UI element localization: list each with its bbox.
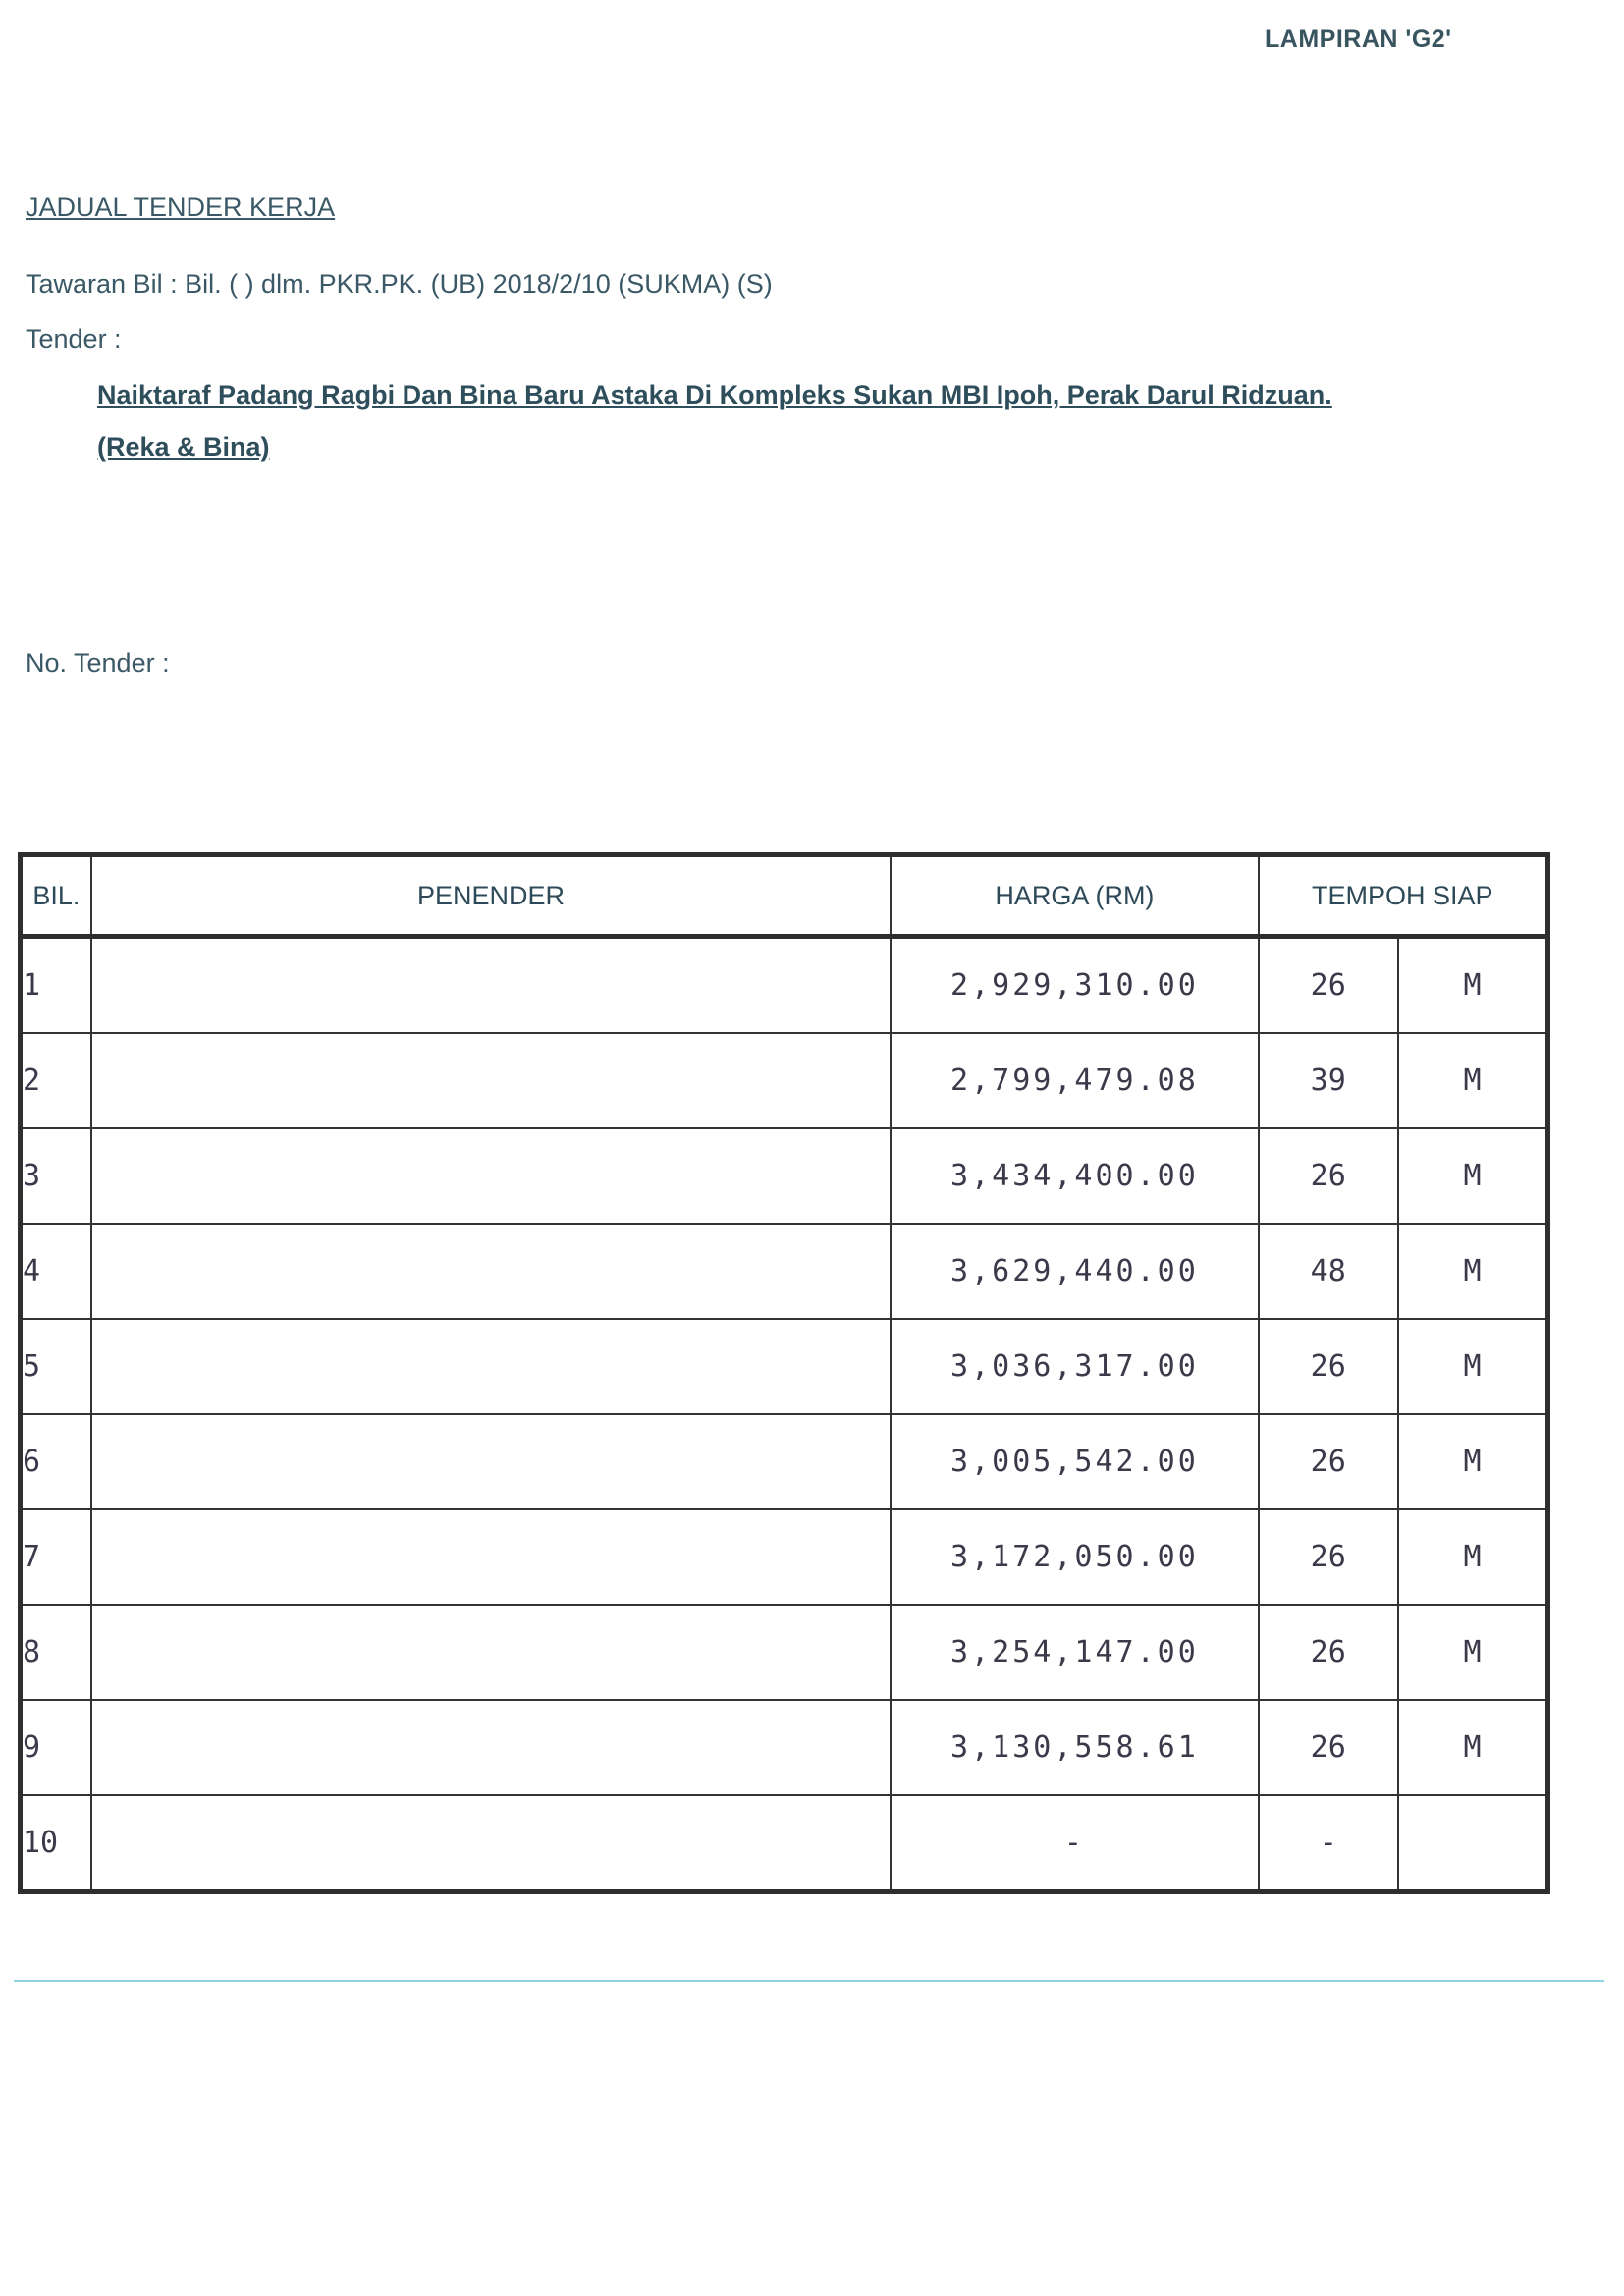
row-tempoh: - (1259, 1795, 1398, 1892)
table-row (21, 1700, 1548, 1795)
tender-title: Naiktaraf Padang Ragbi Dan Bina Baru Astaka Di Kompleks Sukan MBI Ipoh, Perak Darul Ridzuan. (97, 380, 1332, 410)
row-tempoh: 39 (1259, 1033, 1398, 1128)
table-row (21, 1605, 1548, 1700)
row-tempoh-unit: M (1398, 1319, 1548, 1414)
row-tempoh-unit: M (1398, 1509, 1548, 1605)
row-bil: 9 (21, 1700, 91, 1795)
row-tempoh: 26 (1259, 1128, 1398, 1224)
row-tempoh-unit: M (1398, 1033, 1548, 1128)
table-header-row (21, 855, 1548, 937)
row-harga: 3,005,542.00 (891, 1414, 1258, 1509)
row-bil: 8 (21, 1605, 91, 1700)
table-row (21, 937, 1548, 1034)
table-row (21, 1033, 1548, 1128)
row-penender (91, 937, 892, 1034)
row-tempoh-unit: M (1398, 1224, 1548, 1319)
row-tempoh: 26 (1259, 1605, 1398, 1700)
row-penender (91, 1224, 892, 1319)
row-bil: 6 (21, 1414, 91, 1509)
offer-line: Tawaran Bil : Bil. ( ) dlm. PKR.PK. (UB) 2018/2/10 (SUKMA) (S) (26, 269, 773, 299)
table-row (21, 1795, 1548, 1892)
row-penender (91, 1509, 892, 1605)
tender-table (18, 852, 1550, 1894)
row-penender (91, 1414, 892, 1509)
row-penender (91, 1795, 892, 1892)
row-tempoh: 26 (1259, 937, 1398, 1034)
row-harga: 2,929,310.00 (891, 937, 1258, 1034)
annex-label: LAMPIRAN 'G2' (1265, 26, 1452, 53)
row-penender (91, 1605, 892, 1700)
row-harga: 3,254,147.00 (891, 1605, 1258, 1700)
header-penender: PENENDER (91, 855, 892, 937)
row-tempoh-unit: M (1398, 1414, 1548, 1509)
page-divider (14, 1980, 1604, 1982)
row-tempoh: 26 (1259, 1414, 1398, 1509)
header-bil: BIL. (21, 855, 91, 937)
row-bil: 3 (21, 1128, 91, 1224)
header-harga: HARGA (RM) (891, 855, 1258, 937)
tender-label: Tender : (26, 324, 122, 354)
row-bil: 2 (21, 1033, 91, 1128)
row-bil: 7 (21, 1509, 91, 1605)
row-bil: 5 (21, 1319, 91, 1414)
row-harga: 3,629,440.00 (891, 1224, 1258, 1319)
row-harga: 3,036,317.00 (891, 1319, 1258, 1414)
row-tempoh: 48 (1259, 1224, 1398, 1319)
table-row (21, 1224, 1548, 1319)
row-tempoh-unit: M (1398, 937, 1548, 1034)
row-harga: 3,130,558.61 (891, 1700, 1258, 1795)
table-row (21, 1414, 1548, 1509)
row-tempoh: 26 (1259, 1700, 1398, 1795)
row-harga: 2,799,479.08 (891, 1033, 1258, 1128)
row-penender (91, 1319, 892, 1414)
row-bil: 10 (21, 1795, 91, 1892)
row-tempoh: 26 (1259, 1319, 1398, 1414)
table-row (21, 1319, 1548, 1414)
row-tempoh-unit: M (1398, 1605, 1548, 1700)
row-penender (91, 1128, 892, 1224)
header-tempoh-siap: TEMPOH SIAP (1259, 855, 1548, 937)
table-row (21, 1509, 1548, 1605)
row-penender (91, 1700, 892, 1795)
row-harga: 3,172,050.00 (891, 1509, 1258, 1605)
row-harga: - (891, 1795, 1258, 1892)
row-bil: 1 (21, 937, 91, 1034)
row-penender (91, 1033, 892, 1128)
row-tempoh-unit: M (1398, 1128, 1548, 1224)
tender-no-label: No. Tender : (26, 648, 170, 678)
row-tempoh-unit: M (1398, 1700, 1548, 1795)
row-bil: 4 (21, 1224, 91, 1319)
table-row (21, 1128, 1548, 1224)
tender-subtitle: (Reka & Bina) (97, 432, 270, 462)
row-tempoh: 26 (1259, 1509, 1398, 1605)
row-harga: 3,434,400.00 (891, 1128, 1258, 1224)
document-heading: JADUAL TENDER KERJA (26, 192, 336, 222)
row-tempoh-unit (1398, 1795, 1548, 1892)
